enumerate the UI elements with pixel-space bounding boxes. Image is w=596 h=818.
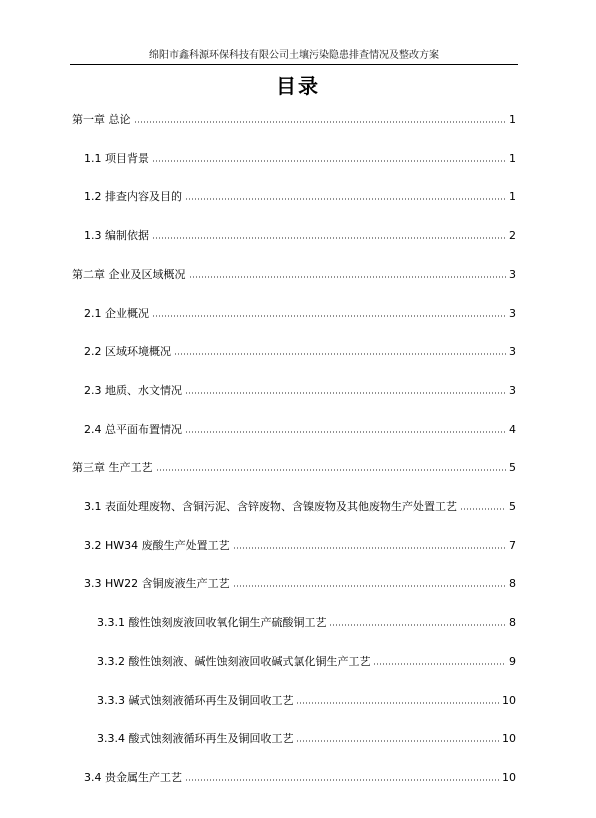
toc-entry-label: 3.3.4 酸式蚀刻液循环再生及铜回收工艺 (97, 732, 294, 746)
toc-entry-page-number: 7 (509, 538, 516, 552)
toc-entry-page-number: 10 (502, 693, 516, 707)
dot-leader (373, 662, 506, 666)
dot-leader (152, 236, 506, 240)
toc-entry[interactable] (72, 111, 516, 127)
toc-entry-label: 1.2 排查内容及目的 (84, 190, 182, 204)
toc-entry-label: 3.3.1 酸性蚀刻废液回收氧化铜生产硫酸铜工艺 (97, 616, 327, 630)
dot-leader (329, 623, 506, 627)
toc-title: 目录 (276, 74, 320, 98)
toc-entry[interactable] (97, 614, 516, 630)
dot-leader (156, 468, 507, 472)
toc-entry-page-number: 8 (509, 616, 516, 630)
toc-entry-page-number: 1 (509, 190, 516, 204)
toc-entry[interactable] (97, 653, 516, 669)
toc-entry-page-number: 5 (509, 461, 516, 475)
toc-entry-page-number: 3 (509, 267, 516, 281)
toc-entry-page-number: 4 (509, 422, 516, 436)
dot-leader (233, 546, 506, 550)
toc-entry[interactable] (72, 266, 516, 282)
toc-entry[interactable] (84, 382, 516, 398)
toc-entry-label: 3.3 HW22 含铜废液生产工艺 (84, 577, 230, 591)
toc-entry[interactable] (84, 150, 516, 166)
toc-entry[interactable] (97, 692, 516, 708)
toc-entry-label: 2.4 总平面布置情况 (84, 422, 182, 436)
dot-leader (296, 701, 500, 705)
toc-entry-page-number: 3 (509, 383, 516, 397)
toc-entry-label: 第二章 企业及区域概况 (72, 267, 186, 281)
toc-entry-page-number: 1 (509, 151, 516, 165)
toc-entry-label: 2.1 企业概况 (84, 306, 149, 320)
toc-entry-page-number: 3 (509, 306, 516, 320)
toc-entry-label: 第一章 总论 (72, 113, 131, 126)
dot-leader (134, 120, 507, 124)
toc-entry-page-number: 8 (509, 577, 516, 591)
dot-leader (152, 314, 506, 318)
toc-entry-label: 2.3 地质、水文情况 (84, 383, 182, 397)
dot-leader (174, 352, 506, 356)
toc-entry-page-number: 1 (509, 113, 516, 126)
toc-entry-label: 3.3.2 酸性蚀刻液、碱性蚀刻液回收碱式氯化铜生产工艺 (97, 654, 371, 668)
toc-entry-label: 2.2 区域环境概况 (84, 345, 171, 359)
toc-entry[interactable] (84, 498, 516, 514)
toc-entry[interactable] (72, 459, 516, 475)
dot-leader (189, 275, 507, 279)
dot-leader (185, 430, 506, 434)
toc-entry-page-number: 9 (509, 654, 516, 668)
toc-entry-label: 1.1 项目背景 (84, 151, 149, 165)
toc-entry[interactable] (84, 575, 516, 591)
toc-entry-label: 3.1 表面处理废物、含铜污泥、含锌废物、含镍废物及其他废物生产处置工艺 (84, 500, 457, 513)
toc-entry-page-number: 2 (509, 229, 516, 243)
toc-entry[interactable] (84, 537, 516, 553)
dot-leader (296, 739, 500, 743)
toc-entry[interactable] (84, 227, 516, 243)
toc-entry[interactable] (84, 421, 516, 437)
toc-entry[interactable] (84, 188, 516, 204)
dot-leader (185, 778, 500, 782)
dot-leader (152, 159, 506, 163)
dot-leader (460, 507, 506, 511)
dot-leader (185, 197, 506, 201)
dot-leader (185, 391, 506, 395)
toc-entry-page-number: 10 (502, 770, 516, 784)
running-header: 绵阳市鑫科源环保科技有限公司土壤污染隐患排查情况及整改方案 (149, 50, 439, 61)
toc-entry[interactable] (97, 730, 516, 746)
toc-entry-page-number: 5 (509, 500, 516, 513)
toc-entry-label: 3.3.3 碱式蚀刻液循环再生及铜回收工艺 (97, 693, 294, 707)
toc-entry-label: 3.2 HW34 废酸生产处置工艺 (84, 538, 230, 552)
toc-entry-page-number: 10 (502, 732, 516, 746)
toc-entry[interactable] (84, 305, 516, 321)
toc-entry[interactable] (84, 769, 516, 785)
toc-entry-page-number: 3 (509, 345, 516, 359)
toc-entry-label: 1.3 编制依据 (84, 229, 149, 243)
toc-entry-label: 第三章 生产工艺 (72, 461, 153, 475)
toc-entry[interactable] (84, 343, 516, 359)
dot-leader (233, 584, 506, 588)
toc-entry-label: 3.4 贵金属生产工艺 (84, 770, 182, 784)
